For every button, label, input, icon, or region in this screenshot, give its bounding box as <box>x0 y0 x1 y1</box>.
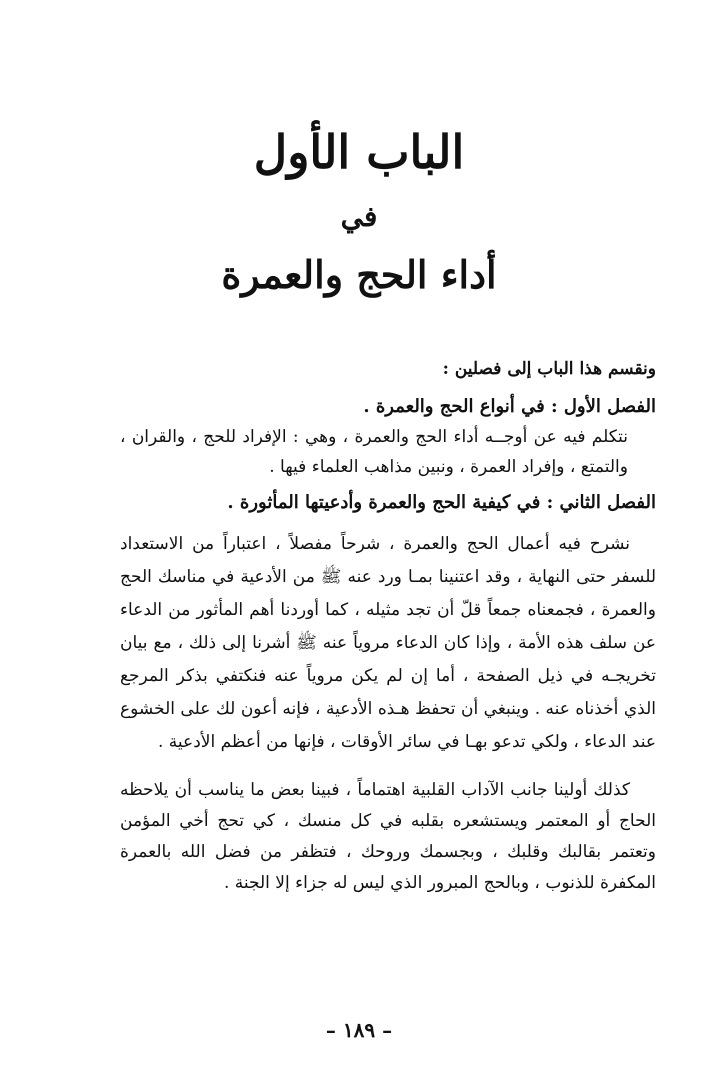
paragraph-1: نشرح فيه أعمال الحج والعمرة ، شرحاً مفصلاً ، اعتباراً من الاستعداد للسفر حتى النهاية ، وقد اعتنينا بمـا ورد عنه ﷺ من الأدعية في مناسك الحج والعمرة ، فجمعناه جمعاً قلّ أن تجد مثيله ، كما أوردنا أهم المأثور من الدعاء عن سلف هذه الأمة ، وإذا كان الدعاء مروياً عنه ﷺ أشرنا إلى ذلك ، مع بيان تخريجـه في ذيل الصفحة ، أما إن لم يكن مروياً عنه فنكتفي بذكر المرجع الذي أخذناه عنه . وينبغي أن تحفظ هـذه الأدعية ، فإنه أعون لك على الخشوع عند الدعاء ، ولكي تدعو بهـا في سائر الأوقات ، فإنها من أعظم الأدعية . <box>120 534 656 752</box>
section-2-title: الفصل الثاني : في كيفية الحج والعمرة وأدعيتها المأثورة . <box>227 492 656 513</box>
section-1-description: نتكلم فيه عن أوجــه أداء الحج والعمرة ، وهي : الإفراد للحج ، والقران ، والتمتع ، وإفراد العمرة ، ونبين مذاهب العلماء فيها . <box>120 427 628 477</box>
chapter-subject: أداء الحج والعمرة <box>221 252 497 297</box>
chapter-body <box>120 354 656 899</box>
page-number: – ١٨٩ – <box>325 1018 393 1042</box>
chapter-preposition: في <box>340 200 378 233</box>
chapter-heading <box>0 120 718 304</box>
paragraph-2: كذلك أولينا جانب الآداب القلبية اهتماماً ، فبينا بعض ما يناسب أن يلاحظه الحاج أو المعتمر ويستشعره بقلبه في كل منسك ، كي تحج أخي المؤمن وتعتمر بقالبك وقلبك ، وبجسمك وروحك ، فتظفر من فضل الله بالعمرة المكفرة للذنوب ، وبالحج المبرور الذي ليس له جزاء إلا الجنة . <box>120 780 656 893</box>
intro-line: ونقسم هذا الباب إلى فصلين : <box>442 359 656 379</box>
chapter-title: الباب الأول <box>253 125 465 179</box>
section-1-title: الفصل الأول : في أنواع الحج والعمرة . <box>363 396 656 417</box>
